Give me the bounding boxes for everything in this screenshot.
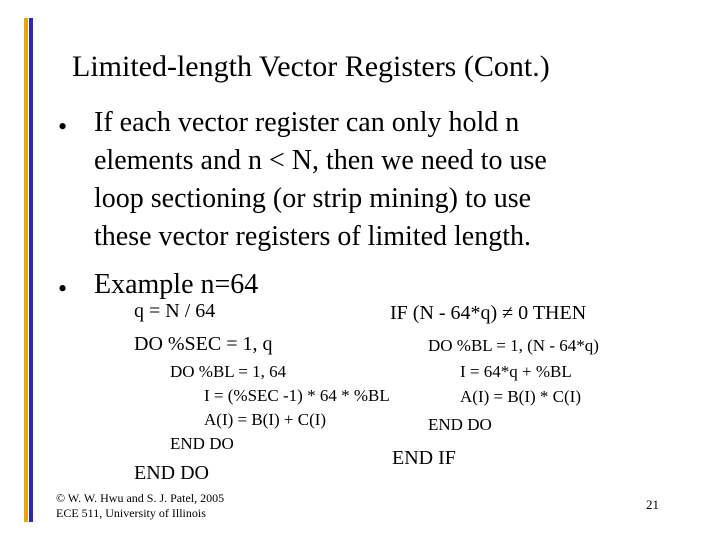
code-line: END DO [170, 434, 234, 453]
code-line: IF (N - 64*q) ≠ 0 THEN [390, 302, 587, 324]
code-line: A(I) = B(I) * C(I) [460, 387, 581, 406]
code-line: I = 64*q + %BL [460, 362, 572, 381]
code-line: A(I) = B(I) + C(I) [204, 410, 327, 429]
bullet-line: these vector registers of limited length. [94, 221, 531, 252]
code-line: END DO [134, 462, 209, 484]
code-line: I = (%SEC -1) * 64 * %BL [204, 386, 390, 405]
code-line: END IF [392, 447, 456, 469]
code-line: END DO [428, 415, 492, 434]
bullet-marker: • [58, 112, 68, 141]
accent-bar-gold [24, 18, 28, 522]
bullet-line: loop sectioning (or strip mining) to use [94, 183, 532, 214]
bullet-line: If each vector register can only hold n [94, 107, 520, 138]
bullet-marker: • [58, 274, 68, 303]
footer-course: ECE 511, University of Illinois [56, 506, 206, 520]
bullet-line: elements and n < N, then we need to use [94, 145, 547, 176]
page-number: 21 [646, 497, 659, 512]
code-line: DO %BL = 1, 64 [170, 362, 287, 381]
bullet-line: Example n=64 [94, 269, 259, 300]
slide-title: Limited-length Vector Registers (Cont.) [72, 50, 550, 83]
accent-bar-blue [29, 18, 33, 522]
code-line: q = N / 64 [134, 300, 216, 322]
code-line: DO %BL = 1, (N - 64*q) [428, 336, 599, 355]
code-line: DO %SEC = 1, q [134, 333, 273, 355]
footer-copyright: © W. W. Hwu and S. J. Patel, 2005 [56, 491, 225, 505]
bullet-text [94, 104, 547, 256]
